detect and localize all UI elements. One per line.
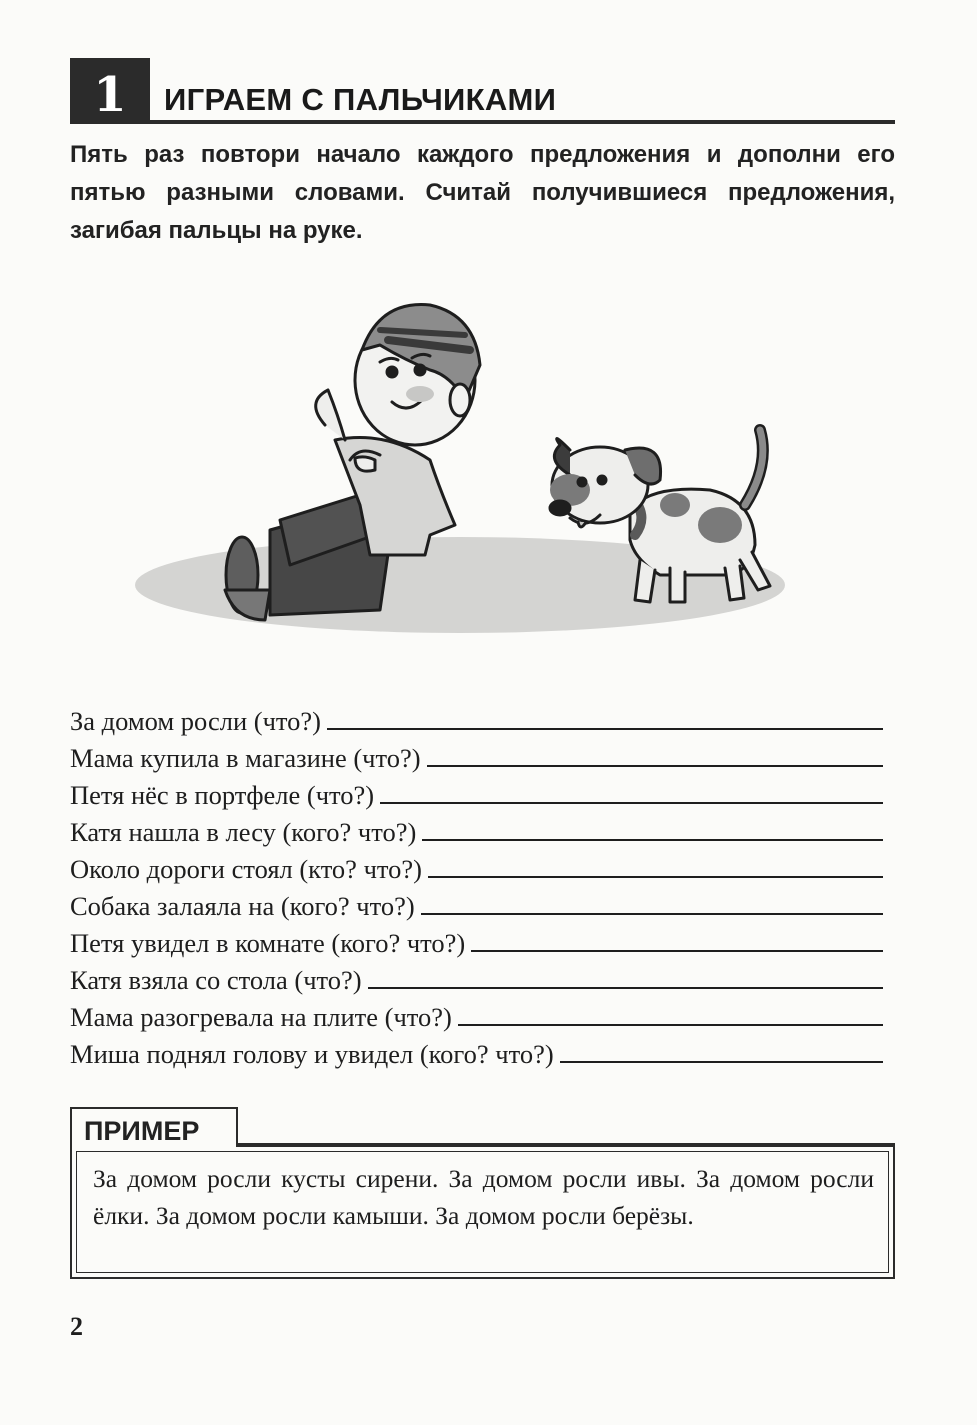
exercise-title: ИГРАЕМ С ПАЛЬЧИКАМИ (164, 82, 557, 117)
header-rule (150, 120, 895, 124)
exercise-prompt: Мама разогревала на плите (что?) (70, 1002, 452, 1032)
exercise-line (70, 996, 883, 1033)
exercise-line (70, 737, 883, 774)
exercise-line (70, 959, 883, 996)
answer-blank[interactable] (428, 876, 883, 878)
exercise-line (70, 700, 883, 737)
exercise-number: 1 (70, 58, 150, 124)
exercise-line (70, 922, 883, 959)
answer-blank[interactable] (380, 802, 883, 804)
exercise-prompt: Около дороги стоял (кто? что?) (70, 854, 422, 884)
page-number: 2 (70, 1312, 83, 1341)
exercise-line (70, 848, 883, 885)
answer-blank[interactable] (421, 913, 883, 915)
answer-blank[interactable] (327, 728, 883, 730)
exercise-prompt: Мама купила в магазине (что?) (70, 743, 421, 773)
answer-blank[interactable] (458, 1024, 883, 1026)
boy-and-dog-illustration (130, 290, 790, 640)
exercise-prompt: Собака залаяла на (кого? что?) (70, 891, 415, 921)
example-box (70, 1145, 895, 1279)
exercise-prompt: Петя нёс в портфеле (что?) (70, 780, 375, 810)
exercise-prompt: Петя увидел в комнате (кого? что?) (70, 928, 466, 958)
exercise-line (70, 774, 883, 811)
answer-blank[interactable] (368, 987, 883, 989)
answer-blank[interactable] (471, 950, 883, 952)
exercise-prompt: За домом росли (что?) (70, 706, 321, 736)
answer-blank[interactable] (427, 765, 883, 767)
exercise-header (70, 58, 895, 124)
exercise-line (70, 1033, 883, 1070)
exercise-lines (70, 700, 883, 1070)
example-text: За домом росли кусты сирени. За домом росли ивы. За домом росли ёлки. За домом росли камыши. За домом росли берёзы. (76, 1151, 889, 1273)
answer-blank[interactable] (560, 1061, 883, 1063)
exercise-line (70, 885, 883, 922)
exercise-line (70, 811, 883, 848)
answer-blank[interactable] (422, 839, 883, 841)
exercise-prompt: Миша поднял голову и увидел (кого? что?) (70, 1039, 554, 1069)
exercise-prompt: Катя нашла в лесу (кого? что?) (70, 817, 417, 847)
exercise-prompt: Катя взяла со стола (что?) (70, 965, 362, 995)
example-label: ПРИМЕР (70, 1107, 238, 1147)
instruction-text: Пять раз повтори начало каждого предложения и дополни его пятью разными словами. Считай получившиеся предложения, загибая пальцы на руке. (70, 141, 895, 244)
